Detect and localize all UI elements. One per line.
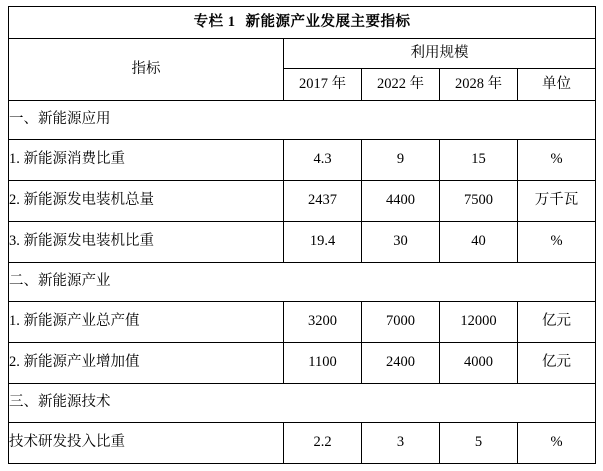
- table-row: [9, 343, 596, 384]
- row-value-2017: 2.2: [284, 423, 362, 464]
- table-title-text: 新能源产业发展主要指标: [245, 13, 411, 30]
- table-row: [9, 423, 596, 464]
- row-value-2028: 15: [440, 140, 518, 181]
- row-value-2022: 7000: [362, 302, 440, 343]
- header-col-unit: 单位: [518, 69, 596, 101]
- box-number-label: 专栏 1: [193, 13, 236, 30]
- row-label: 3. 新能源发电装机比重: [9, 222, 284, 263]
- table-row: [9, 181, 596, 222]
- header-utilization-scale-cell: 利用规模: [284, 39, 596, 69]
- section-header-cell: 一、新能源应用: [9, 101, 596, 140]
- row-value-2028: 40: [440, 222, 518, 263]
- row-value-2022: 2400: [362, 343, 440, 384]
- row-label: 1. 新能源产业总产值: [9, 302, 284, 343]
- row-label: 2. 新能源产业增加值: [9, 343, 284, 384]
- table-row: [9, 222, 596, 263]
- row-value-2028: 7500: [440, 181, 518, 222]
- row-label: 1. 新能源消费比重: [9, 140, 284, 181]
- row-value-2017: 1100: [284, 343, 362, 384]
- row-value-unit: 亿元: [518, 302, 596, 343]
- row-value-unit: %: [518, 140, 596, 181]
- row-value-2028: 4000: [440, 343, 518, 384]
- table-row: [9, 384, 596, 423]
- indicator-table: [8, 6, 596, 464]
- row-value-2022: 9: [362, 140, 440, 181]
- row-value-2017: 4.3: [284, 140, 362, 181]
- table-title-row: [9, 7, 596, 39]
- row-value-2028: 12000: [440, 302, 518, 343]
- header-col-2028: 2028 年: [440, 69, 518, 101]
- row-label: 2. 新能源发电装机总量: [9, 181, 284, 222]
- section-header-cell: 三、新能源技术: [9, 384, 596, 423]
- table-row: [9, 263, 596, 302]
- row-value-unit: 亿元: [518, 343, 596, 384]
- row-value-2017: 2437: [284, 181, 362, 222]
- header-indicator-cell: 指标: [9, 39, 284, 101]
- row-value-unit: %: [518, 222, 596, 263]
- row-value-2022: 3: [362, 423, 440, 464]
- row-value-2022: 30: [362, 222, 440, 263]
- header-col-2017: 2017 年: [284, 69, 362, 101]
- row-value-2017: 19.4: [284, 222, 362, 263]
- header-col-2022: 2022 年: [362, 69, 440, 101]
- table-title-cell: [9, 7, 596, 39]
- row-value-2028: 5: [440, 423, 518, 464]
- row-value-unit: %: [518, 423, 596, 464]
- table-row: [9, 302, 596, 343]
- row-value-2022: 4400: [362, 181, 440, 222]
- table-row: [9, 101, 596, 140]
- row-label: 技术研发投入比重: [9, 423, 284, 464]
- table-header-row-group: [9, 39, 596, 69]
- indicator-table-container: [8, 6, 595, 464]
- section-header-cell: 二、新能源产业: [9, 263, 596, 302]
- row-value-unit: 万千瓦: [518, 181, 596, 222]
- row-value-2017: 3200: [284, 302, 362, 343]
- table-row: [9, 140, 596, 181]
